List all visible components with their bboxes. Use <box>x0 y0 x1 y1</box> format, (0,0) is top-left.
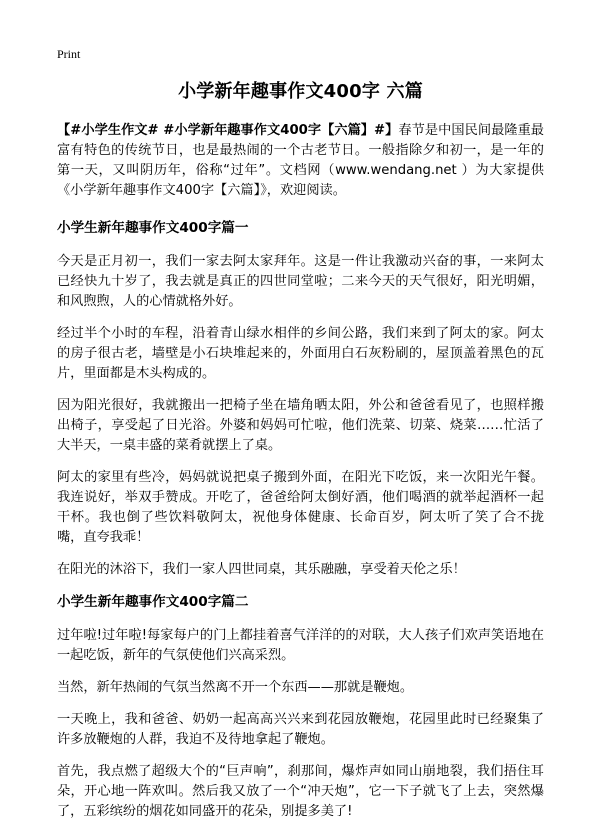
section-1-paragraph-5: 在阳光的沐浴下，我们一家人四世同桌，其乐融融，享受着天伦之乐！ <box>57 562 466 577</box>
document-title: 小学新年趣事作文400字 六篇 <box>178 81 423 102</box>
section-2-paragraph-4: 首先，我点燃了超级大个的“巨声响”，刹那间，爆炸声如同山崩地裂，我们捂住耳朵，开心地一阵欢叫。然后我又放了一个“冲天炮”，它一下子就飞了上去，突然爆了，五彩缤纷的烟花如同盛开的花朵，别提多美了! <box>57 764 544 819</box>
intro-paragraph <box>57 121 544 201</box>
section-2-paragraph-2: 当然，新年热闹的气氛当然离不开一个东西——那就是鞭炮。 <box>57 680 414 695</box>
section-heading-2: 小学生新年趣事作文400字篇二 <box>57 594 249 610</box>
intro-text: 春节是中国民间最隆重最富有特色的传统节日，也是最热闹的一个古老节日。一般指除夕和初一，是一年的第一天，又叫阴历年，俗称“过年”。文档网（www.wendang.net ）为大家提供《小学新年趣事作文400字【六篇】》，欢迎阅读。 <box>57 123 544 198</box>
section-1-paragraph-2: 经过半个小时的车程，沿着青山绿水相伴的乡间公路，我们来到了阿太的家。阿太的房子很古老，墙壁是小石块堆起来的，外面用白石灰粉刷的，屋顶盖着黑色的瓦片，里面都是木头构成的。 <box>57 326 544 381</box>
section-2-paragraph-1: 过年啦!过年啦!每家每户的门上都挂着喜气洋洋的的对联，大人孩子们欢声笑语地在一起吃饭，新年的气氛使他们兴高采烈。 <box>57 628 544 663</box>
section-2-paragraph-3: 一天晚上，我和爸爸、奶奶一起高高兴兴来到花园放鞭炮，花园里此时已经聚集了许多放鞭炮的人群，我迫不及待地拿起了鞭炮。 <box>57 712 544 747</box>
section-heading-1: 小学生新年趣事作文400字篇一 <box>57 220 249 236</box>
section-1-paragraph-1: 今天是正月初一，我们一家去阿太家拜年。这是一件让我激动兴奋的事，一来阿太已经快九十岁了，我去就是真正的四世同堂啦；二来今天的天气很好，阳光明媚，和风煦煦，人的心情就格外好。 <box>57 254 544 309</box>
intro-tag-prefix: 【#小学生作文# #小学新年趣事作文400字【六篇】#】 <box>57 123 399 138</box>
print-label: Print <box>57 47 81 61</box>
section-1-paragraph-3: 因为阳光很好，我就搬出一把椅子坐在墙角晒太阳，外公和爸爸看见了，也照样搬出椅子，享受起了日光浴。外婆和妈妈可忙啦，他们洗菜、切菜、烧菜……忙活了大半天，一桌丰盛的菜肴就摆上了桌。 <box>57 398 544 453</box>
section-1-paragraph-4: 阿太的家里有些冷，妈妈就说把桌子搬到外面，在阳光下吃饭，来一次阳光午餐。我连说好，举双手赞成。开吃了，爸爸给阿太倒好酒，他们喝酒的就举起酒杯一起干杯。我也倒了些饮料敬阿太，祝他身体健康、长命百岁，阿太听了笑了合不拢嘴，直夸我乖！ <box>57 470 544 545</box>
